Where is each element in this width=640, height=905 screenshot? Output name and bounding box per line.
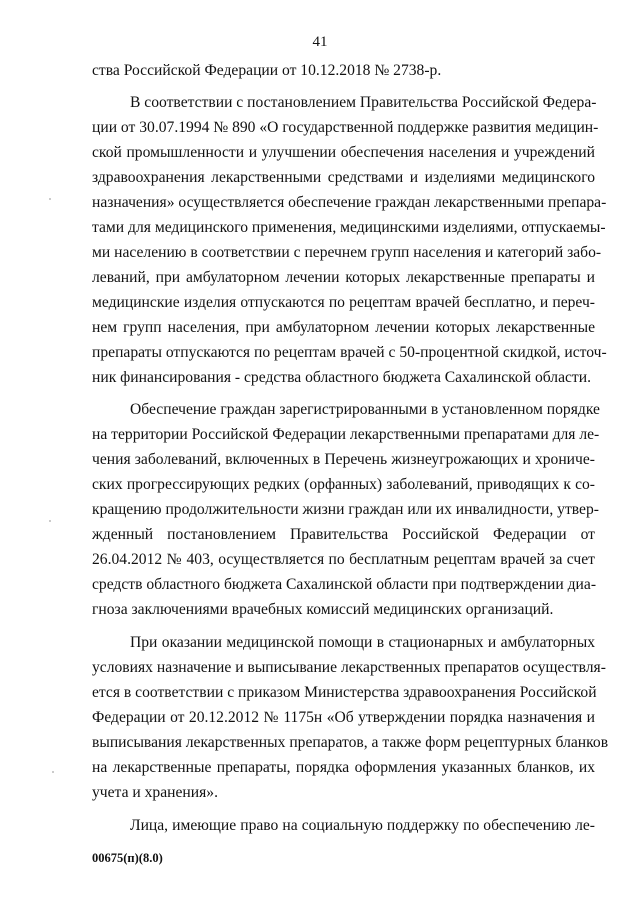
text-line: 26.04.2012 № 403, осуществляется по бесплатным рецептам врачей за счет [92, 551, 595, 568]
document-code: 00675(п)(8.0) [92, 851, 163, 865]
text-line: Федерации от 20.12.2012 № 1175н «Об утверждении порядка назначения и [92, 709, 595, 726]
text-line: ми населению в соответствии с перечнем групп населения и категорий забо- [92, 244, 602, 261]
text-line: назначения» осуществляется обеспечение граждан лекарственными препара- [92, 194, 607, 211]
text-line: ник финансирования - средства областного бюджета Сахалинской области. [92, 369, 591, 386]
text-line: Лица, имеющие право на социальную поддержку по обеспечению ле- [130, 817, 595, 834]
text-line: жденный постановлением Правительства Российской Федерации от [92, 526, 595, 543]
text-line: на территории Российской Федерации лекарственными препаратами для ле- [92, 426, 600, 443]
text-line: условиях назначение и выписывание лекарственных препаратов осуществля- [92, 659, 606, 676]
text-line: Обеспечение граждан зарегистрированными в установленном порядке [130, 401, 600, 418]
text-line: тами для медицинского применения, медицинскими изделиями, отпускаемы- [92, 219, 606, 236]
text-line: медицинские изделия отпускаются по рецептам врачей бесплатно, и переч- [92, 294, 595, 311]
text-line: чения заболеваний, включенных в Перечень жизнеугрожающих и хрониче- [92, 451, 595, 468]
text-line: ства Российской Федерации от 10.12.2018 № 2738-р. [92, 62, 442, 79]
text-line: выписывания лекарственных препаратов, а также форм рецептурных бланков [92, 734, 609, 751]
scan-speck [49, 520, 51, 522]
text-line: ции от 30.07.1994 № 890 «О государственной поддержке развития медицин- [92, 119, 599, 136]
scan-speck [49, 198, 51, 200]
text-line: леваний, при амбулаторном лечении которых лекарственные препараты и [92, 269, 595, 286]
page-number: 41 [312, 34, 328, 50]
text-line: гноза заключениями врачебных комиссий медицинских организаций. [92, 601, 554, 618]
scan-speck [52, 771, 54, 773]
text-line: учета и хранения». [92, 784, 218, 801]
text-line: на лекарственные препараты, порядка оформления указанных бланков, их [92, 759, 595, 776]
text-line: При оказании медицинской помощи в стационарных и амбулаторных [130, 634, 595, 651]
text-line: ется в соответствии с приказом Министерства здравоохранения Российской [92, 684, 597, 701]
text-line: В соответствии с постановлением Правительства Российской Федера- [130, 94, 597, 111]
text-line: препараты отпускаются по рецептам врачей с 50-процентной скидкой, источ- [92, 344, 607, 361]
text-line: ской промышленности и улучшении обеспечения населения и учреждений [92, 144, 595, 161]
text-line: здравоохранения лекарственными средствами и изделиями медицинского [92, 169, 595, 186]
text-line: кращению продолжительности жизни граждан или их инвалидности, утвер- [92, 501, 599, 518]
text-line: ских прогрессирующих редких (орфанных) заболеваний, приводящих к со- [92, 476, 595, 493]
text-line: средств областного бюджета Сахалинской области при подтверждении диа- [92, 576, 597, 593]
text-line: нем групп населения, при амбулаторном лечении которых лекарственные [92, 319, 595, 336]
